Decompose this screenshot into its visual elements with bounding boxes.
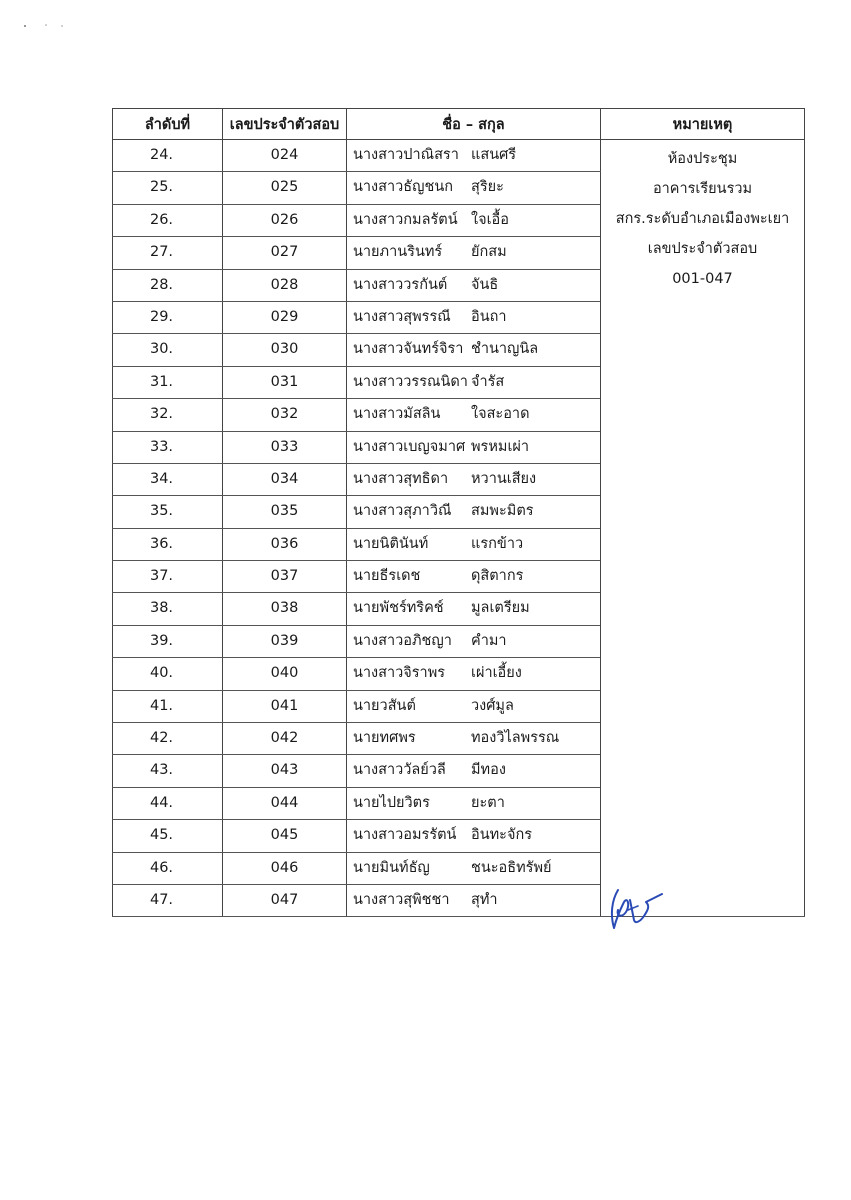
row-order-number: 32. — [113, 399, 223, 431]
row-first-name: นางสาวเบญจมาศ — [353, 438, 466, 455]
row-last-name: ทองวิไลพรรณ — [471, 730, 560, 747]
table-header-row — [113, 109, 805, 140]
row-full-name — [347, 528, 601, 560]
remarks-line: ห้องประชุม — [667, 151, 738, 167]
row-last-name: แรกข้าว — [471, 535, 524, 552]
row-full-name — [347, 625, 601, 657]
row-order-number: 47. — [113, 884, 223, 916]
row-last-name: ยักสม — [471, 244, 507, 261]
row-last-name: ยะตา — [471, 794, 505, 811]
row-order-number: 30. — [113, 334, 223, 366]
row-exam-id: 035 — [223, 496, 347, 528]
remarks-line: สกร.ระดับอำเภอเมืองพะเยา — [615, 211, 790, 227]
row-last-name: จันธิ — [471, 276, 499, 293]
row-order-number: 29. — [113, 301, 223, 333]
row-exam-id: 029 — [223, 301, 347, 333]
row-first-name: นายไปยวิตร — [353, 794, 430, 811]
row-first-name: นายธีรเดช — [353, 568, 421, 585]
row-last-name: อินถา — [471, 308, 507, 325]
row-last-name: หวานเสียง — [471, 470, 537, 487]
row-last-name: มีทอง — [471, 762, 506, 779]
row-exam-id: 028 — [223, 269, 347, 301]
header-full-name: ชื่อ – สกุล — [347, 109, 601, 140]
row-order-number: 31. — [113, 366, 223, 398]
row-order-number: 26. — [113, 204, 223, 236]
scan-mark-icon — [20, 20, 80, 30]
row-first-name: นางสาวธัญชนก — [353, 179, 454, 196]
row-first-name: นางสาววรกันต์ — [353, 276, 448, 293]
row-full-name — [347, 301, 601, 333]
row-full-name — [347, 755, 601, 787]
row-last-name: วงศ์มูล — [471, 697, 514, 714]
row-last-name: พรหมเผ่า — [471, 438, 530, 455]
row-order-number: 27. — [113, 237, 223, 269]
row-exam-id: 032 — [223, 399, 347, 431]
row-order-number: 25. — [113, 172, 223, 204]
row-first-name: นางสาววัลย์วลี — [353, 762, 446, 779]
remarks-line: อาคารเรียนรวม — [652, 181, 753, 197]
row-exam-id: 030 — [223, 334, 347, 366]
table-body — [113, 140, 805, 917]
row-last-name: มูลเตรียม — [471, 600, 530, 617]
row-exam-id: 044 — [223, 787, 347, 819]
row-order-number: 24. — [113, 140, 223, 172]
row-full-name — [347, 658, 601, 690]
row-first-name: นางสาวสุภาวิณี — [353, 503, 452, 520]
row-exam-id: 047 — [223, 884, 347, 916]
row-full-name — [347, 140, 601, 172]
row-first-name: นางสาวกมลรัตน์ — [353, 211, 458, 228]
row-exam-id: 025 — [223, 172, 347, 204]
remarks-line: 001-047 — [672, 271, 733, 287]
row-last-name: แสนศรี — [471, 147, 517, 163]
row-exam-id: 027 — [223, 237, 347, 269]
row-last-name: สุทำ — [471, 891, 498, 908]
row-exam-id: 037 — [223, 561, 347, 593]
exam-roster-table — [112, 108, 805, 917]
row-exam-id: 033 — [223, 431, 347, 463]
row-full-name — [347, 561, 601, 593]
row-first-name: นายทศพร — [353, 730, 416, 747]
row-exam-id: 039 — [223, 625, 347, 657]
row-order-number: 41. — [113, 690, 223, 722]
row-full-name — [347, 334, 601, 366]
row-order-number: 42. — [113, 723, 223, 755]
table-row — [113, 140, 805, 172]
header-remarks: หมายเหตุ — [601, 109, 805, 140]
row-full-name — [347, 852, 601, 884]
row-exam-id: 026 — [223, 204, 347, 236]
row-exam-id: 036 — [223, 528, 347, 560]
row-order-number: 33. — [113, 431, 223, 463]
row-order-number: 28. — [113, 269, 223, 301]
row-order-number: 35. — [113, 496, 223, 528]
row-last-name: สุริยะ — [471, 179, 504, 196]
row-first-name: นายวสันต์ — [353, 697, 416, 714]
signature-icon — [604, 880, 684, 940]
row-full-name — [347, 690, 601, 722]
row-order-number: 45. — [113, 820, 223, 852]
row-last-name: ชำนาญนิล — [471, 341, 539, 358]
row-last-name: สมพะมิตร — [471, 503, 534, 520]
row-first-name: นางสาววรรณนิดา — [353, 373, 468, 390]
header-order: ลำดับที่ — [113, 109, 223, 140]
row-exam-id: 034 — [223, 463, 347, 495]
row-order-number: 43. — [113, 755, 223, 787]
row-first-name: นางสาวจันทร์จิรา — [353, 341, 464, 358]
header-exam-id: เลขประจำตัวสอบ — [223, 109, 347, 140]
row-full-name — [347, 787, 601, 819]
row-full-name — [347, 237, 601, 269]
row-last-name: ใจสะอาด — [471, 406, 530, 423]
row-full-name — [347, 593, 601, 625]
row-exam-id: 045 — [223, 820, 347, 852]
row-last-name: จำรัส — [471, 373, 505, 390]
row-order-number: 37. — [113, 561, 223, 593]
row-first-name: นางสาวมัสลิน — [353, 406, 441, 423]
row-last-name: เผ่าเอี้ยง — [471, 665, 522, 682]
row-exam-id: 042 — [223, 723, 347, 755]
row-full-name — [347, 431, 601, 463]
row-order-number: 34. — [113, 463, 223, 495]
row-first-name: นางสาวจิราพร — [353, 665, 446, 682]
row-full-name — [347, 723, 601, 755]
row-full-name — [347, 399, 601, 431]
row-first-name: นางสาวสุพิชชา — [353, 891, 450, 908]
remarks-line: เลขประจำตัวสอบ — [647, 241, 758, 257]
row-last-name: ดุสิตากร — [471, 568, 524, 585]
row-exam-id: 043 — [223, 755, 347, 787]
row-first-name: นายมินท์ธัญ — [353, 859, 430, 876]
row-first-name: นางสาวอภิชญา — [353, 632, 452, 649]
row-full-name — [347, 269, 601, 301]
row-full-name — [347, 366, 601, 398]
row-exam-id: 040 — [223, 658, 347, 690]
row-last-name: คำมา — [471, 632, 507, 649]
row-last-name: อินทะจักร — [471, 827, 533, 844]
row-exam-id: 024 — [223, 140, 347, 172]
row-first-name: นางสาวอมรรัตน์ — [353, 827, 457, 844]
row-first-name: นางสาวสุพรรณี — [353, 308, 451, 325]
row-first-name: นายพัชร์ทริคช์ — [353, 600, 444, 617]
row-order-number: 39. — [113, 625, 223, 657]
row-full-name — [347, 204, 601, 236]
row-order-number: 40. — [113, 658, 223, 690]
row-exam-id: 046 — [223, 852, 347, 884]
row-order-number: 36. — [113, 528, 223, 560]
row-full-name — [347, 463, 601, 495]
row-full-name — [347, 884, 601, 916]
row-full-name — [347, 172, 601, 204]
row-first-name: นายนิตินันท์ — [353, 535, 429, 552]
row-first-name: นางสาวสุทธิดา — [353, 470, 449, 487]
row-first-name: นายภานรินทร์ — [353, 244, 443, 261]
row-full-name — [347, 820, 601, 852]
row-exam-id: 038 — [223, 593, 347, 625]
row-exam-id: 031 — [223, 366, 347, 398]
row-last-name: ใจเอื้อ — [471, 211, 509, 228]
row-order-number: 38. — [113, 593, 223, 625]
row-order-number: 44. — [113, 787, 223, 819]
row-order-number: 46. — [113, 852, 223, 884]
remarks-cell — [601, 140, 805, 917]
row-first-name: นางสาวปาณิสรา — [353, 147, 459, 163]
row-exam-id: 041 — [223, 690, 347, 722]
row-last-name: ชนะอธิทรัพย์ — [471, 859, 552, 876]
row-full-name — [347, 496, 601, 528]
